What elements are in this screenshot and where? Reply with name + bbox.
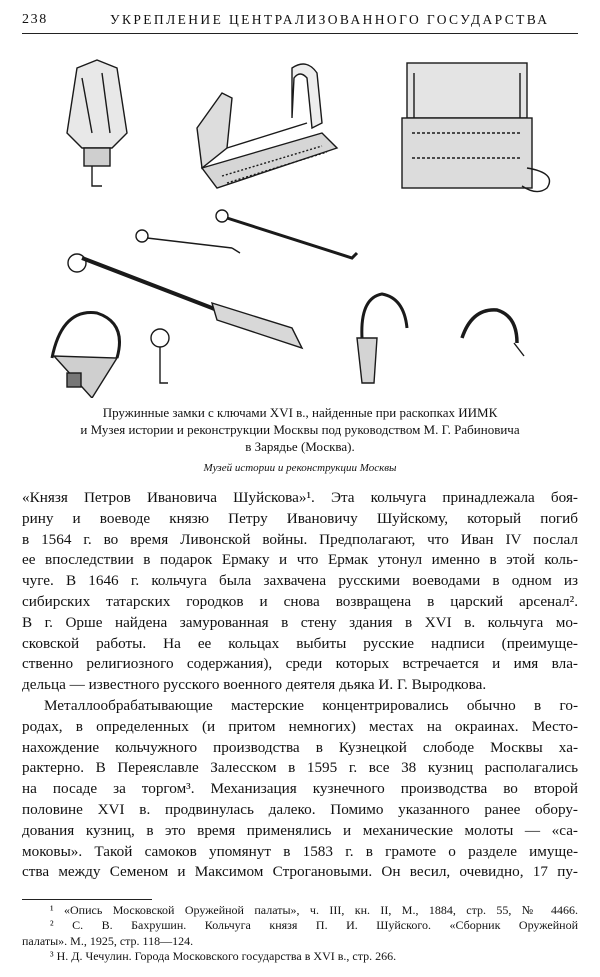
footnote-3: ³ Н. Д. Чечулин. Города Московского государства в XVI в., стр. 266. — [50, 949, 397, 964]
caption-line: в Зарядье (Москва). — [245, 439, 355, 454]
figure-caption — [22, 404, 578, 455]
footnote-2-continued: палаты». М., 1925, стр. 118—124. — [22, 933, 194, 948]
body-line: нахождение кольчужного производства в Кузнецкой слободе Москвы ха- — [22, 738, 578, 756]
body-line: ственно религиозного содержания), среди которых встречается и имя вла- — [22, 655, 578, 673]
body-line: ее впоследствии в подарок Ермаку и что Ермак утонул именно в этой коль- — [22, 551, 578, 569]
key-drawing-3 — [68, 254, 302, 348]
body-line: сковской работы. На ее кольцах выбиты русские надписи (преимуще- — [22, 634, 578, 652]
body-line: половине XVI в. продвинулась далеко. Помимо указанного ранее обору- — [22, 800, 578, 818]
lock-drawing-6 — [462, 310, 524, 356]
body-line: сибирских татарских городков и снова возвращена в царский арсенал². — [22, 592, 578, 610]
footnote-2: ² С. В. Бахрушин. Кольчуга князя П. И. Шуйского. «Сборник Оружейной — [50, 918, 578, 933]
lock-drawing-1 — [67, 60, 127, 186]
caption-line: Пружинные замки с ключами XVI в., найденные при раскопках ИИМК — [102, 405, 498, 420]
body-text — [22, 488, 578, 883]
key-drawing-1 — [136, 230, 240, 253]
footnote-1: ¹ «Опись Московской Оружейной палаты», ч. III, кн. II, М., 1884, стр. 55, № 4466. — [50, 903, 578, 917]
body-line: «Князя Петров Ивановича Шуйскова»¹. Эта кольчуга принадлежала боя- — [22, 489, 578, 506]
body-line: дельца — известного русского военного деятеля дьяка И. Г. Выродкова. — [22, 676, 487, 694]
body-line: моковы». Такой самоков упомянут в 1583 г. в грамоте о разделе имуще- — [22, 842, 578, 860]
padlocks-drawing — [22, 38, 578, 398]
body-line: в 1564 г. во время Ливонской войны. Предполагают, что Иван IV послал — [22, 530, 578, 548]
body-line: чуге. В 1646 г. кольчуга была захвачена русскими воеводами в одном из — [22, 572, 578, 590]
running-title: УКРЕПЛЕНИЕ ЦЕНТРАЛИЗОВАННОГО ГОСУДАРСТВА — [110, 12, 550, 27]
body-line: Металлообрабатывающие мастерские концентрировались обычно в го- — [44, 696, 578, 714]
lock-drawing-4 — [52, 313, 120, 398]
body-line: ства между Семеном и Максимом Строгановыми. Он весил, очевидно, 17 пу- — [22, 863, 578, 881]
body-line: родах, в определенных (и притом немногих) местах на окраинах. Место- — [22, 717, 578, 735]
body-line: В г. Орше найдена замурованная в стену здания в XVI в. кольчуга мо- — [22, 613, 578, 631]
header-rule — [22, 33, 578, 34]
caption-line: и Музея истории и реконструкции Москвы под руководством М. Г. Рабиновича — [80, 422, 520, 437]
lock-drawing-5 — [357, 294, 407, 383]
lock-drawing-2 — [197, 64, 337, 188]
footnotes — [22, 903, 578, 965]
body-line: на посаде за торгом³. Механизация кузнечного производства во второй — [22, 780, 578, 798]
body-line: рактерно. В Переяславле Залесском в 1595 г. все 38 кузниц располагались — [22, 759, 578, 777]
footnote-rule — [22, 899, 152, 900]
body-line: дования кузниц, в это время применялись и механические молоты — «са- — [22, 821, 578, 839]
figure-credit: Музей истории и реконструкции Москвы — [203, 462, 397, 474]
body-line: рину и воеводе князю Петру Ивановичу Шуйскому, который погиб — [22, 509, 578, 527]
page-header — [22, 12, 578, 34]
page-number: 238 — [22, 12, 48, 27]
key-drawing-4 — [151, 329, 169, 383]
lock-drawing-3 — [402, 63, 550, 192]
figure-padlocks-illustration — [22, 38, 578, 398]
